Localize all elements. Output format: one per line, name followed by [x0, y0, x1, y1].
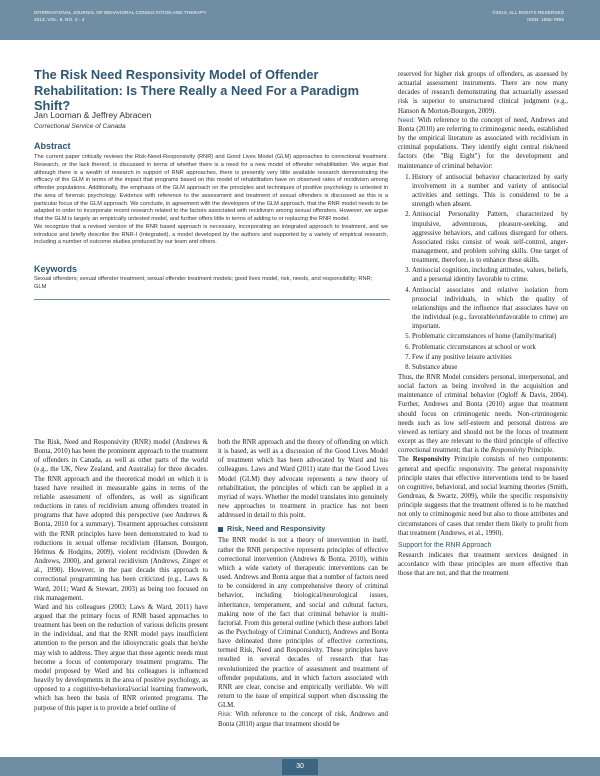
body-paragraph — [398, 455, 568, 537]
big-eight-list — [398, 173, 568, 372]
author-affiliation: Correctional Service of Canada — [34, 123, 126, 130]
issue-info: 2013, VOL. 8, NO. 3 - 4 — [34, 17, 85, 22]
square-bullet-icon — [218, 527, 223, 532]
section-heading-label: Risk, Need and Responsivity — [227, 524, 326, 534]
keywords-heading: Keywords — [34, 264, 78, 274]
journal-header-bar — [0, 0, 600, 40]
body-paragraph: Research indicates that treatment services designed in accordance with these principles are more effective than those that are not, and that the treatment — [398, 551, 568, 578]
copyright: ©2013, ALL RIGHTS RESERVED — [492, 10, 564, 15]
journal-name: INTERNATIONAL JOURNAL OF BEHAVIORAL CONSULTATION AND THERAPY — [34, 10, 207, 15]
section-heading-rnr — [218, 524, 388, 533]
body-paragraph: The RNR model is not a theory of intervention in itself, rather the RNR perspective represents principles of effective correctional intervention (Andrews & Bonta, 2010), within which a wide variety of therapeutic interventions can be used. Andrews and Bonta argue that a number of factors need to be considered in any comprehensive theory of criminal behavior, including biological/neurological issues, inheritance, temperament, and social and cultural factors, making note of the fact that criminal behavior is multi-factorial. From this general outline (which these authors label as the Psychology of Criminal Conduct), Andrews and Bonta have delineated three principles of effective corrections, termed Risk, Need and Responsivity. These principles have resulted in several decades of research that has revolutionized the practice of assessment and treatment of offender populations, and in which factors associated with RNR are clear, concise and empirically verifiable. We will return to the issue of empirical support when discussing the GLM. — [218, 537, 388, 710]
body-paragraph-risk — [218, 710, 388, 728]
list-item: 6. Problematic circumstances at school or work — [412, 343, 568, 352]
abstract-text — [34, 154, 388, 247]
list-item: 1. History of antisocial behavior characterized by early involvement in a number and variety of antisocial activities and settings. This is considered to be a strength when absent. — [412, 173, 568, 210]
abstract-heading: Abstract — [34, 141, 71, 151]
body-paragraph: The Risk, Need and Responsivity (RNR) model (Andrews & Bonta, 2010) has been the prominent approach to the treatment of offenders in Canada, as well as other parts of the world (e.g., the UK, New Zealand, and Australia) for three decades. The RNR approach and the theoretical model on which it is based have resulted in measurable gains in terms of the reliable assessment of offenders, as well as significant reductions in rates of recidivism among offenders treated in programs that have adopted this perspective (see Andrews & Bonta, 2010 for a summary). Treatment approaches consistent with the RNR principles have been demonstrated to lead to reductions in sexual offense recidivism (Hanson, Bourgon, Helmus & Hodgins, 2009), violent recidivism (Dowden & Andrews, 2000), and general recidivism (Andrews, Zinger et al., 1990). However, in the past decade this approach to correctional programming has been criticized (e.g., Laws & Ward, 2011; Ward & Stewart, 2003) as being too focused on risk management. — [34, 439, 208, 602]
body-paragraph-need — [398, 116, 568, 171]
bold-responsivity: Responsivity — [412, 456, 451, 464]
body-paragraph: Ward and his colleagues (2003; Laws & Ward, 2011) have argued that the primary focus of RNR based approaches to treatment has been on the reduction of various deficits present in the individual, and that the RNR model pays insufficient attention to the person and the idiosyncratic goals that he/she may wish to address. They argue that these agentic needs must become a focus of contemporary treatment programs. The model proposed by Ward and his colleagues is influenced heavily by developments in the area of positive psychology, as opposed to a cognitive-behavioral/social learning framework, which has been the basis of RNR oriented programs. The purpose of this paper is to provide a brief outline of — [34, 603, 208, 712]
list-item: 3. Antisocial cognition, including attitudes, values, beliefs, and a personal identity favorable to crime. — [412, 266, 568, 284]
issn: ISSN: 1555-7855 — [527, 17, 564, 22]
list-item: 5. Problematic circumstances of home (family/marital) — [412, 332, 568, 341]
body-paragraph: reserved for higher risk groups of offenders, as assessed by actuarial assessment instruments. There are now many decades of research demonstrating that actuarially assessed risk is superior to unstructured clinical judgment (e.g., Hanson & Morton-Bourgon, 2009). — [398, 71, 568, 115]
body-text: With reference to the concept of need, Andrews and Bonta (2010) are referring to criminogenic needs, established by the empirical literature as associated with recidivism in criminal populations. They identify eight central risk/need factors (the "Big Eight") for the development and maintenance of criminal behavior: — [398, 116, 568, 170]
abstract-paragraph: We recognize that a revised version of the RNR based approach is necessary, incorporating an integrated approach to treatment, and we introduce and briefly describe the RNR-I (Integrated), a model developed by the authors and supported by a variety of empirical research, including a number of outcome studies produced by our team and others. — [34, 223, 388, 246]
body-text: Principle consists of two components: general and specific responsivity. The general responsivity principle states that effective interventions tend to be based on cognitive, behavioral, and social learning theories (Smith, Gendreau, & Swartz, 2009), while the specific responsivity principle suggests that the treatment offered is to be matched not only to criminogenic need but also to those attributes and circumstances of cases that render them likely to profit from that treatment (Andrews, et al., 1990). — [398, 456, 569, 537]
header-right — [492, 9, 564, 23]
body-text: Thus, the RNR Model considers personal, interpersonal, and social factors as being involved in the acquisition and maintenance of criminal behavior (Ogloff & Davis, 2004). Further, Andrews and Bonta (2010) argue that treatment should focus on criminogenic needs. Non-criminogenic needs such as low self-esteem and personal distress are viewed as tertiary and should not be the focus of treatment except as they are relevant to the third principle of effective correctional treatment; that is the — [398, 374, 568, 455]
list-item: 7. Few if any positive leisure activities — [412, 353, 568, 362]
subsection-heading-support: Support for the RNR Approach — [398, 541, 492, 549]
run-in-heading-risk: Risk: — [218, 711, 233, 719]
body-column-1 — [34, 438, 208, 713]
run-in-heading-need: Need: — [398, 116, 416, 124]
body-column-2 — [218, 438, 388, 729]
article-title: The Risk Need Responsivity Model of Offender Rehabilitation: Is There Really a Need For a Paradigm Shift? — [34, 67, 359, 113]
abstract-paragraph: The current paper critically reviews the Risk-Need-Responsivity (RNR) and Good Lives Model (GLM) approaches to correctional treatment. Research, or the lack thereof, is discussed in terms of whether there is a need for a new model of offender rehabilitation. We argue that although there is a wealth of research in support of RNR approaches, there is presently very little available research demonstrating the efficacy of the GLM in terms of the impact that programs based on this model of rehabilitation have on observed rates of recidivism among offender populations. Additionally, the emphasis of the GLM approach on the principles and techniques of positive psychology is untested in the area of forensic psychology. Evidence with reference to the assessment and treatment of sexual offenders is discussed as this is a particular focus of the GLM approach. We conclude, in agreement with the developers of the GLM approach, that the RNR model needs to be adapted in order to incorporate recent research related to the factors associated with recidivism among sexual offenders. However, we argue that the GLM is largely an empirically untested model, and further offers little in terms of adding to or replacing the RNR model. — [34, 154, 388, 222]
body-paragraph: both the RNR approach and the theory of offending on which it is based, as well as a discussion of the Good Lives Model of treatment which has been advocated by Ward and his colleagues. Laws and Ward (2011) state that the Good Lives Model (GLM) they advocate represents a new theory of rehabilitation, the principles of which can be applied in a myriad of ways. Whether the model translates into genuinely new approaches to treatment in practice has not been addressed in detail to this point. — [218, 439, 388, 520]
body-text: The — [398, 456, 413, 464]
list-item: 8. Substance abuse — [412, 363, 568, 372]
emphasis-responsivity: Responsivity — [490, 447, 526, 455]
page-number: 30 — [282, 759, 318, 775]
list-item: 2. Antisocial Personality Pattern, characterized by impulsive, adventurous, pleasure-seeking, and aggressive behaviors, and callous disregard for others. Associated risks consist of weak self-control, anger-management, and problem solving skills. One target of treatment, therefore, is to enhance these skills. — [412, 210, 568, 265]
keywords-text: Sexual offenders; sexual offender treatment; sexual offender treatment models; good lives model, risk, needs, and responsibility; RNR; GLM — [34, 276, 373, 290]
abstract-divider — [34, 299, 390, 300]
body-text: Principle. — [525, 447, 554, 455]
body-paragraph — [398, 373, 568, 455]
body-text: With reference to the concept of risk, Andrews and Bonta (2010) argue that treatment should be — [218, 711, 388, 728]
list-item: 4. Antisocial associates and relative isolation from prosocial individuals, in which the quality of relationships and the influence that associates have on the individual (e.g., favorable/unfavorable to crime) are important. — [412, 286, 568, 332]
article-authors: Jan Looman & Jeffrey Abracen — [34, 110, 152, 120]
body-column-3 — [398, 70, 568, 578]
header-left — [34, 9, 206, 23]
